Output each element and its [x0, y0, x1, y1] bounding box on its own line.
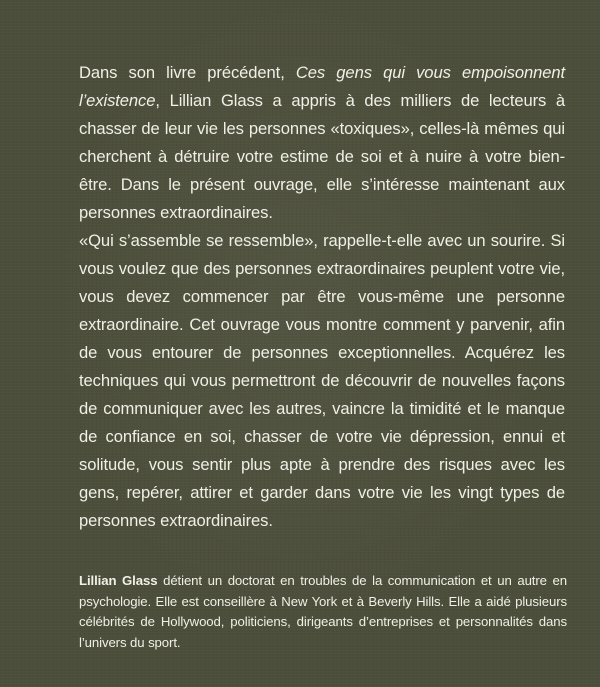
previous-book-title: Ces gens qui vous empoisonnent l’existence [79, 63, 565, 110]
description-paragraph: «Qui s’assemble se ressemble», rappelle-t-elle avec un sourire. Si vous voulez que des personnes extraordinaires peuplent votre vie, vous devez commencer par être vous-même une personne extraordinaire. Cet ouvrage vous montre comment y parvenir, afin de vous entourer de personnes exceptionnelles. Acquérez les techniques qui vous permettront de découvrir de nouvelles façons de communiquer avec les autres, vaincre la timidité et le manque de confiance en soi, chasser de votre vie dépression, ennui et solitude, vous sentir plus apte à prendre des risques avec les gens, repérer, attirer et garder dans votre vie les vingt types de personnes extraordinaires. [79, 231, 565, 530]
intro-text-end: , Lillian Glass a appris à des milliers de lecteurs à chasser de leur vie les personnes «toxiques», celles-là mêmes qui cherchent à détruire votre estime de soi et à nuire à votre bien-être. Dans le présent ouvrage, elle s’intéresse maintenant aux personnes extraordinaires. [79, 91, 565, 222]
author-bio-paragraph [79, 571, 567, 653]
intro-text-start: Dans son livre précédent, [79, 63, 296, 82]
author-name: Lillian Glass [79, 573, 158, 588]
author-bio-text: détient un doctorat en troubles de la communication et un autre en psychologie. Elle est conseillère à New York et à Beverly Hills. Elle a aidé plusieurs célébrités de Hollywood, politiciens, dirigeants d’entreprises et personnalités dans l’univers du sport. [79, 573, 567, 650]
intro-paragraph [79, 59, 565, 227]
